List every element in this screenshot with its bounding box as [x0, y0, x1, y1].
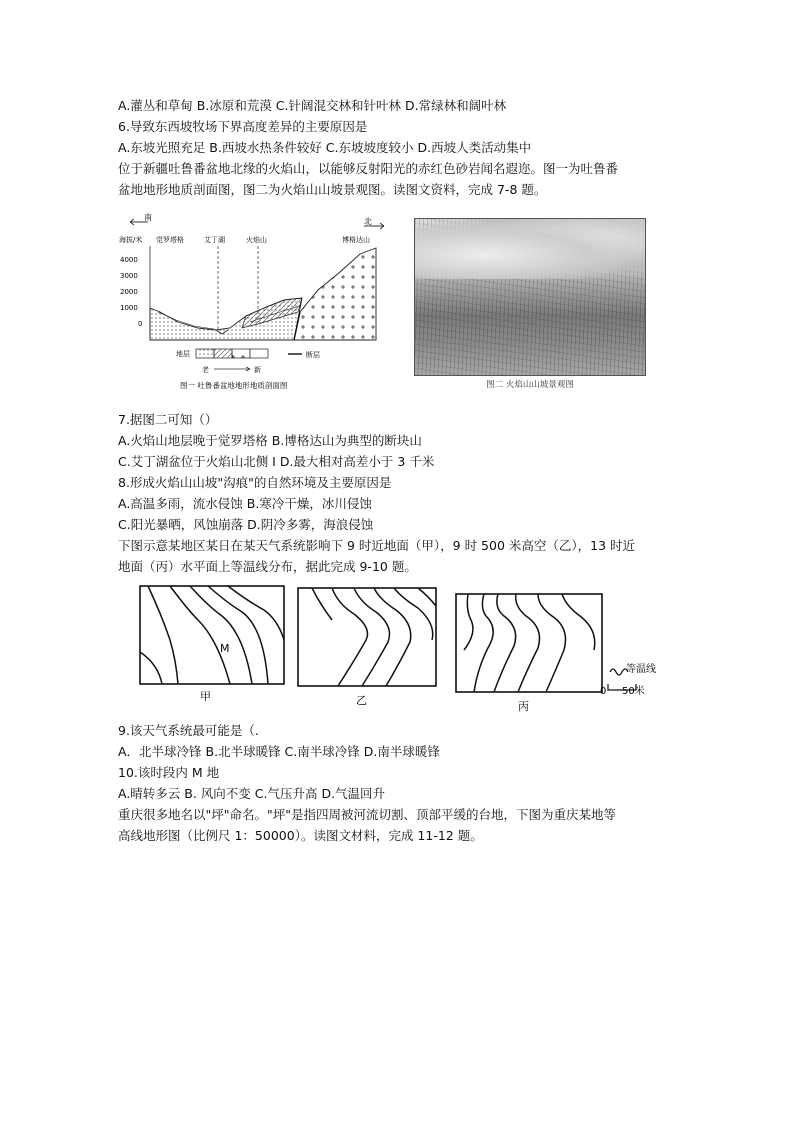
label-huoyan-mountain: 火焰山	[246, 236, 267, 244]
legend-old: 老	[202, 366, 209, 374]
panel-label-yi: 乙	[356, 694, 367, 707]
figure-2-photo	[414, 218, 646, 396]
text-line-16: 10.该时段内 M 地	[118, 765, 220, 780]
panel-jia	[140, 586, 284, 703]
label-bogda-mountain: 博格达山	[342, 236, 370, 244]
text-line-7: A.火焰山地层晚于觉罗塔格 B.博格达山为典型的断块山	[118, 433, 422, 448]
photo-sky	[415, 219, 645, 279]
scale-length: 50米	[622, 686, 645, 697]
text-line-19: 高线地形图（比例尺 1：50000）。读图文材料，完成 11-12 题。	[118, 828, 483, 843]
y-axis-unit: 海拔/米	[119, 236, 143, 244]
text-line-6: 7.据图二可知（）	[118, 412, 218, 427]
panel-label-bing: 丙	[518, 700, 529, 713]
figure-3-isotherms	[118, 580, 678, 716]
panel-label-jia: 甲	[200, 690, 211, 703]
tick-4000: 4000	[120, 256, 138, 264]
text-line-17: A.晴转多云 B. 风向不变 C.气压升高 D.气温回升	[118, 786, 386, 801]
figure-1-cross-section	[118, 212, 398, 398]
tick-2000: 2000	[120, 288, 138, 296]
text-line-10: A.高温多雨，流水侵蚀 B.寒冷干燥，冰川侵蚀	[118, 496, 372, 511]
text-line-13: 地面（丙）水平面上等温线分布，据此完成 9-10 题。	[118, 559, 417, 574]
text-line-14: 9.该天气系统最可能是（.	[118, 723, 259, 738]
legend-isotherm: 等温线	[626, 664, 656, 675]
text-line-8: C.艾丁湖盆位于火焰山北侧 I D.最大相对高差小于 3 千米	[118, 454, 435, 469]
text-line-12: 下图示意某地区某日在某天气系统影响下 9 时近地面（甲），9 时 500 米高空（乙），13 时近	[118, 538, 636, 553]
text-line-4: 位于新疆吐鲁番盆地北缘的火焰山，以能够反射阳光的赤红色砂岩闻名遐迩。图一为吐鲁番	[118, 161, 619, 176]
text-line-9: 8.形成火焰山山坡"沟痕"的自然环境及主要原因是	[118, 475, 392, 490]
tick-1000: 1000	[120, 304, 138, 312]
text-line-1: A.灌丛和草甸 B.冰原和荒漠 C.针阔混交林和针叶林 D.常绿林和阔叶林	[118, 98, 507, 113]
text-line-2: 6.导致东西坡牧场下界高度差异的主要原因是	[118, 119, 368, 134]
scale-zero: 0	[600, 686, 607, 697]
figure-1-caption: 图一 吐鲁番盆地地形地质剖面图	[180, 381, 288, 390]
text-line-15: A．北半球冷锋 B.北半球暖锋 C.南半球冷锋 D.南半球暖锋	[118, 744, 440, 759]
label-aiding-lake: 艾丁湖	[204, 236, 225, 244]
legend-strata: 地层	[176, 350, 190, 358]
tick-0: 0	[138, 320, 143, 328]
direction-south: 南	[144, 213, 152, 222]
panel-yi	[298, 588, 436, 707]
panel-bing	[456, 594, 602, 713]
figure-2-caption: 图二 火焰山山坡景观图	[486, 380, 574, 390]
label-jueluotage: 觉罗塔格	[156, 236, 184, 244]
text-line-3: A.东坡光照充足 B.西坡水热条件较好 C.东坡坡度较小 D.西坡人类活动集中	[118, 140, 532, 155]
text-line-5: 盆地地形地质剖面图，图二为火焰山山坡景观图。读图文资料，完成 7-8 题。	[118, 182, 547, 197]
text-line-11: C.阳光暴晒，风蚀崩落 D.阴冷多雾，海浪侵蚀	[118, 517, 374, 532]
tick-3000: 3000	[120, 272, 138, 280]
legend-new: 新	[254, 366, 261, 374]
legend-fault: 断层	[306, 351, 320, 359]
direction-north: 北	[364, 217, 372, 226]
text-line-18: 重庆很多地名以"坪"命名。"坪"是指四周被河流切割、顶部平缓的台地，下图为重庆某地等	[118, 807, 616, 822]
point-m: M	[220, 642, 230, 655]
